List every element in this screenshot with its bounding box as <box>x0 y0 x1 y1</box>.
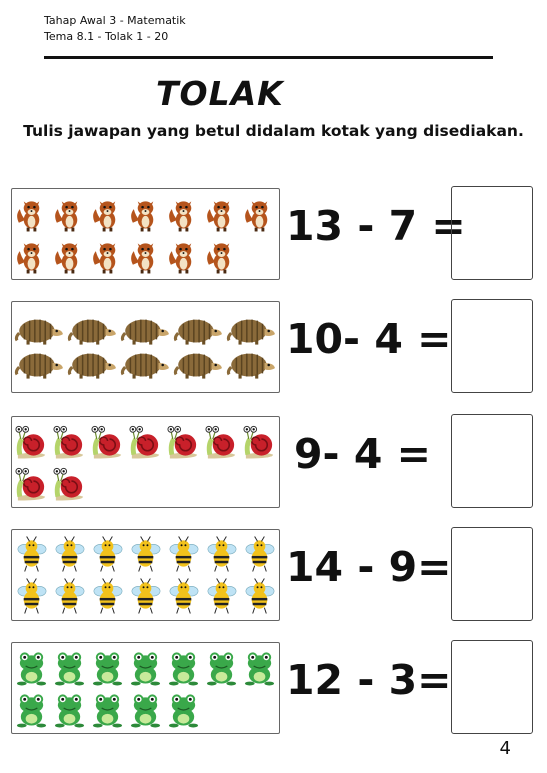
bee-icon <box>128 576 163 616</box>
fox-icon <box>128 193 163 233</box>
snail-icon <box>90 421 125 461</box>
fox-icon <box>166 193 201 233</box>
answer-box[interactable] <box>451 186 533 280</box>
bee-icon <box>52 534 87 574</box>
frog-icon <box>242 647 277 687</box>
bee-icon <box>52 576 87 616</box>
bee-icon <box>14 534 49 574</box>
frog-icon <box>52 647 87 687</box>
equation-text: 10- 4 = <box>286 315 452 363</box>
armadillo-icon <box>226 348 276 380</box>
snail-icon <box>128 421 163 461</box>
snail-icon <box>242 421 277 461</box>
frog-icon <box>166 689 201 729</box>
bee-icon <box>242 534 277 574</box>
armadillo-icon <box>120 314 170 346</box>
question-row-1 <box>0 188 547 284</box>
snail-icon <box>14 421 49 461</box>
instruction-text: Tulis jawapan yang betul didalam kotak yang disediakan. <box>23 122 524 140</box>
equation-text: 14 - 9= <box>286 543 452 591</box>
fox-icon <box>166 235 201 275</box>
header-level: Tahap Awal 3 - Matematik <box>44 14 186 27</box>
bee-icon <box>14 576 49 616</box>
armadillo-icon <box>67 314 117 346</box>
page-number: 4 <box>499 738 511 759</box>
equation-text: 12 - 3= <box>286 656 452 704</box>
bee-icon <box>166 534 201 574</box>
bee-icon <box>90 576 125 616</box>
page-title: TOLAK <box>156 74 284 113</box>
fox-icon <box>204 193 239 233</box>
answer-box[interactable] <box>451 299 533 393</box>
armadillo-icon <box>14 314 64 346</box>
frog-icon <box>14 689 49 729</box>
answer-box[interactable] <box>451 527 533 621</box>
picture-box <box>11 301 280 393</box>
bee-icon <box>90 534 125 574</box>
frog-icon <box>128 689 163 729</box>
fox-icon <box>242 193 277 233</box>
armadillo-icon <box>173 314 223 346</box>
equation-text: 13 - 7 = <box>286 202 466 250</box>
fox-icon <box>128 235 163 275</box>
question-row-3 <box>0 416 547 512</box>
armadillo-icon <box>14 348 64 380</box>
question-row-5 <box>0 642 547 738</box>
worksheet-header <box>44 13 186 45</box>
picture-box <box>11 416 280 508</box>
header-topic: Tema 8.1 - Tolak 1 - 20 <box>44 30 169 43</box>
answer-box[interactable] <box>451 414 533 508</box>
fox-icon <box>90 235 125 275</box>
bee-icon <box>128 534 163 574</box>
fox-icon <box>90 193 125 233</box>
question-row-4 <box>0 529 547 625</box>
fox-icon <box>14 193 49 233</box>
snail-icon <box>14 463 49 503</box>
frog-icon <box>166 647 201 687</box>
picture-box <box>11 188 280 280</box>
fox-icon <box>204 235 239 275</box>
bee-icon <box>204 534 239 574</box>
bee-icon <box>242 576 277 616</box>
snail-icon <box>52 421 87 461</box>
frog-icon <box>90 689 125 729</box>
question-row-2 <box>0 301 547 397</box>
picture-box <box>11 642 280 734</box>
frog-icon <box>14 647 49 687</box>
fox-icon <box>52 235 87 275</box>
snail-icon <box>204 421 239 461</box>
armadillo-icon <box>67 348 117 380</box>
fox-icon <box>52 193 87 233</box>
bee-icon <box>166 576 201 616</box>
equation-text: 9- 4 = <box>294 430 431 478</box>
armadillo-icon <box>120 348 170 380</box>
header-divider <box>44 56 493 59</box>
picture-box <box>11 529 280 621</box>
armadillo-icon <box>226 314 276 346</box>
frog-icon <box>204 647 239 687</box>
snail-icon <box>166 421 201 461</box>
frog-icon <box>128 647 163 687</box>
bee-icon <box>204 576 239 616</box>
frog-icon <box>52 689 87 729</box>
snail-icon <box>52 463 87 503</box>
frog-icon <box>90 647 125 687</box>
armadillo-icon <box>173 348 223 380</box>
answer-box[interactable] <box>451 640 533 734</box>
fox-icon <box>14 235 49 275</box>
